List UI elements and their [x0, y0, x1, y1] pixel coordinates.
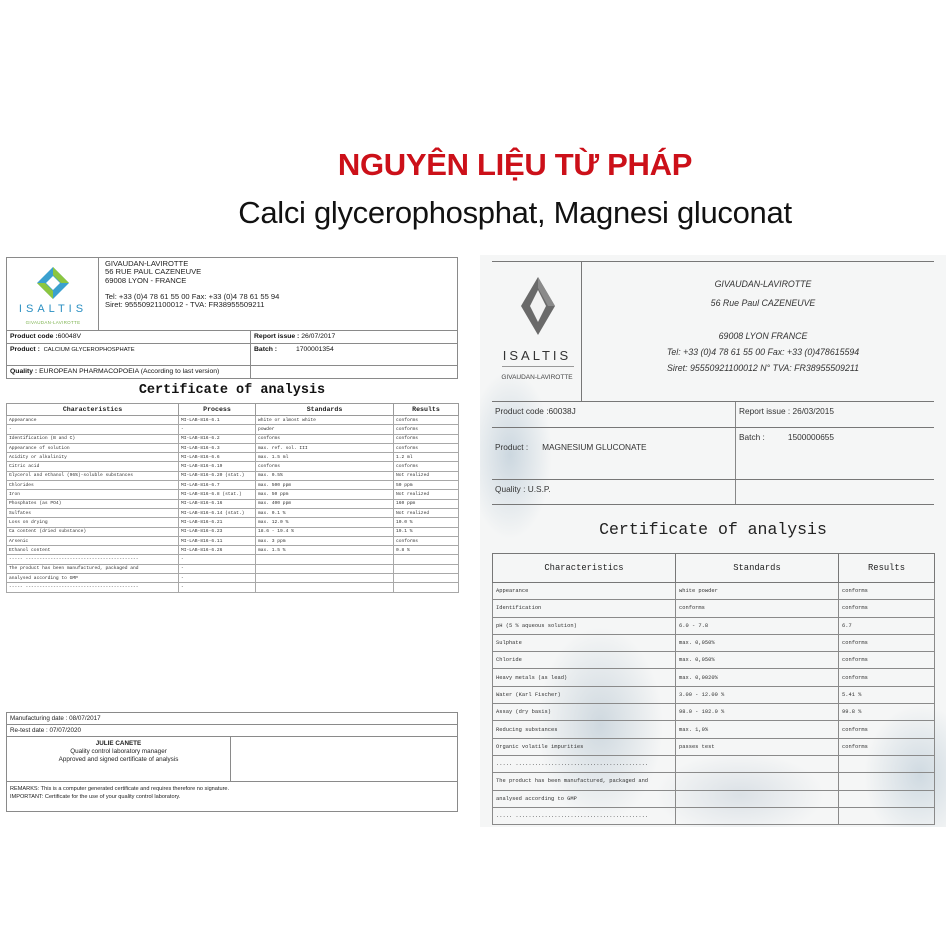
- table-row: [7, 508, 459, 517]
- table-cell: MI-LAB-816-6.11: [179, 536, 256, 545]
- company-address: [99, 258, 285, 330]
- table-row: [493, 686, 935, 703]
- table-cell: 160 ppm: [394, 499, 459, 508]
- table-cell: conforms: [839, 600, 935, 617]
- batch-label: Batch :: [739, 432, 765, 442]
- table-row: [493, 669, 935, 686]
- table-cell: analysed according to GMP: [493, 790, 676, 807]
- table-cell: [256, 583, 394, 592]
- table-cell: max. 0,050%: [676, 652, 839, 669]
- table-cell: MI-LAB-816-6.16: [179, 499, 256, 508]
- table-cell: Sulfates: [7, 508, 179, 517]
- table-cell: conforms: [839, 583, 935, 600]
- signer-note: Approved and signed certificate of analysis: [58, 756, 179, 763]
- table-cell: conforms: [394, 462, 459, 471]
- table-cell: max. 400 ppm: [256, 499, 394, 508]
- batch-label: Batch :: [254, 346, 278, 353]
- quality-value: EUROPEAN PHARMACOPOEIA (According to last version): [39, 368, 220, 375]
- isaltis-logo-icon: [520, 276, 556, 336]
- table-cell: Appearance: [7, 416, 179, 425]
- table-row: [7, 536, 459, 545]
- right-certificate: [480, 255, 946, 827]
- company-address: [582, 262, 934, 401]
- table-cell: Phosphates (as PO4): [7, 499, 179, 508]
- table-cell: ----- -----------------------------------------: [7, 555, 179, 564]
- table-cell: max. 1,0%: [676, 721, 839, 738]
- table-cell: MI-LAB-816-6.19: [179, 462, 256, 471]
- column-header: Results: [394, 404, 459, 416]
- table-cell: MI-LAB-816-6.3: [179, 443, 256, 452]
- table-cell: 5.41 %: [839, 686, 935, 703]
- table-row: [493, 652, 935, 669]
- table-cell: Appearance of solution: [7, 443, 179, 452]
- product-name: MAGNESIUM GLUCONATE: [542, 442, 647, 452]
- company-phone: Tel: +33 (0)4 78 61 55 00 Fax: +33 (0)478615594: [666, 347, 860, 357]
- table-cell: Loss on drying: [7, 518, 179, 527]
- table-cell: analysed according to GMP: [7, 574, 179, 583]
- quality-label: Quality :: [10, 368, 38, 375]
- page-subtitle: Calci glycerophosphat, Magnesi gluconat: [238, 195, 792, 230]
- table-cell: max. 12.0 %: [256, 518, 394, 527]
- table-cell: MI-LAB-816-6.8 (stat.): [179, 490, 256, 499]
- batch-number: 1500000655: [787, 432, 835, 442]
- table-row: [493, 807, 935, 824]
- table-cell: max. 0.1 %: [256, 508, 394, 517]
- table-row: [7, 583, 459, 592]
- table-cell: conforms: [839, 738, 935, 755]
- page-title: NGUYÊN LIỆU TỪ PHÁP: [337, 147, 693, 182]
- analysis-table: [6, 403, 459, 593]
- info-row: [492, 401, 934, 427]
- table-row: [493, 704, 935, 721]
- table-cell: Not realized: [394, 508, 459, 517]
- table-cell: conforms: [839, 669, 935, 686]
- table-header-row: [7, 404, 459, 416]
- table-cell: MI-LAB-816-6.26: [179, 546, 256, 555]
- table-cell: ..... .........................................: [493, 807, 676, 824]
- coa-title: Certificate of analysis: [138, 383, 326, 398]
- table-row: [7, 574, 459, 583]
- table-header-row: [493, 554, 935, 583]
- table-cell: conforms: [839, 721, 935, 738]
- column-header: Standards: [676, 554, 839, 583]
- table-cell: passes test: [676, 738, 839, 755]
- table-cell: conforms: [676, 600, 839, 617]
- table-cell: 6.0 - 7.8: [676, 617, 839, 634]
- signer-role: Quality control laboratory manager: [70, 748, 167, 755]
- table-cell: MI-LAB-816-6.1: [179, 416, 256, 425]
- column-header: Characteristics: [493, 554, 676, 583]
- table-cell: 1.2 ml: [394, 453, 459, 462]
- info-row: [6, 344, 458, 366]
- table-cell: -: [179, 425, 256, 434]
- table-row: [7, 481, 459, 490]
- report-issue-label: Report issue :: [254, 333, 300, 340]
- company-city: 69008 LYON FRANCE: [718, 331, 808, 341]
- important-text: IMPORTANT: Certificate for the use of your quality control laboratory.: [10, 794, 181, 800]
- table-cell: [394, 574, 459, 583]
- table-cell: The product has been manufactured, packaged and: [493, 773, 676, 790]
- table-cell: MI-LAB-816-6.14 (stat.): [179, 508, 256, 517]
- table-cell: max. 1.5 %: [256, 546, 394, 555]
- remarks-text: REMARKS: This is a computer generated certificate and requires therefore no signature.: [10, 786, 230, 792]
- table-cell: [394, 555, 459, 564]
- table-row: [7, 471, 459, 480]
- table-cell: MI-LAB-816-6.7: [179, 481, 256, 490]
- table-cell: MI-LAB-816-6.20 (stat.): [179, 471, 256, 480]
- table-cell: -: [179, 555, 256, 564]
- table-cell: [676, 790, 839, 807]
- table-cell: -: [179, 564, 256, 573]
- table-row: [7, 462, 459, 471]
- table-cell: max. 0,0020%: [676, 669, 839, 686]
- table-cell: [256, 564, 394, 573]
- company-name: GIVAUDAN-LAVIROTTE: [714, 279, 812, 289]
- table-cell: 98.0 - 102.0 %: [676, 704, 839, 721]
- table-row: [7, 434, 459, 443]
- table-cell: Assay (dry basis): [493, 704, 676, 721]
- table-cell: pH (5 % aqueous solution): [493, 617, 676, 634]
- table-cell: [256, 555, 394, 564]
- table-row: [493, 755, 935, 772]
- table-cell: 6.7: [839, 617, 935, 634]
- signature-block: [6, 737, 458, 782]
- column-header: Process: [179, 404, 256, 416]
- table-cell: MI-LAB-816-6.21: [179, 518, 256, 527]
- table-row: [493, 583, 935, 600]
- company-street: 56 RUE PAUL CAZENEUVE: [105, 267, 202, 277]
- table-cell: conforms: [394, 536, 459, 545]
- report-issue: 26/03/2015: [792, 406, 835, 416]
- company-siret: Siret: 95550921100012 N° TVA: FR38955509211: [667, 363, 859, 373]
- table-cell: max. 50 ppm: [256, 490, 394, 499]
- table-cell: Chlorides: [7, 481, 179, 490]
- info-row: [492, 427, 934, 479]
- product-code-label: Product code :: [495, 406, 549, 416]
- table-cell: conforms: [394, 443, 459, 452]
- table-cell: [394, 583, 459, 592]
- company-phone: Tel: +33 (0)4 78 61 55 00 Fax: +33 (0)4 78 61 55 94: [105, 291, 280, 301]
- left-logo: [7, 258, 99, 330]
- manufacturing-date: Manufacturing date : 08/07/2017: [6, 712, 458, 725]
- table-cell: conforms: [394, 425, 459, 434]
- signer-name: JULIE CANETE: [95, 740, 142, 747]
- table-cell: conforms: [839, 634, 935, 651]
- table-cell: Acidity or alkalinity: [7, 453, 179, 462]
- quality-label: Quality :: [495, 484, 526, 494]
- table-cell: Ethanol content: [7, 546, 179, 555]
- column-header: Standards: [256, 404, 394, 416]
- info-row: [6, 331, 458, 344]
- table-cell: Water (Karl Fischer): [493, 686, 676, 703]
- table-cell: 3.00 - 12.00 %: [676, 686, 839, 703]
- info-row: [492, 479, 934, 505]
- table-cell: -: [7, 425, 179, 434]
- table-cell: max. 3 ppm: [256, 536, 394, 545]
- table-cell: conforms: [394, 434, 459, 443]
- table-cell: Appearance: [493, 583, 676, 600]
- product-code: 60048V: [57, 333, 82, 340]
- table-row: [7, 425, 459, 434]
- coa-title: Certificate of analysis: [599, 520, 827, 539]
- table-row: [493, 600, 935, 617]
- table-row: [7, 453, 459, 462]
- table-row: [7, 564, 459, 573]
- product-name: CALCIUM GLYCEROPHOSPHATE: [43, 347, 135, 353]
- product-label: Product :: [10, 346, 40, 353]
- table-cell: 50 ppm: [394, 481, 459, 490]
- product-label: Product :: [495, 442, 529, 452]
- table-row: [493, 721, 935, 738]
- table-cell: [676, 755, 839, 772]
- analysis-table: [492, 553, 935, 825]
- table-cell: MI-LAB-816-6.2: [179, 434, 256, 443]
- table-cell: Ca content (dried substance): [7, 527, 179, 536]
- quality-value: U.S.P.: [527, 484, 551, 494]
- logo-brand: ISALTIS: [18, 303, 88, 315]
- column-header: Results: [839, 554, 935, 583]
- report-issue-label: Report issue :: [739, 406, 791, 416]
- table-cell: Arsenic: [7, 536, 179, 545]
- table-cell: [839, 773, 935, 790]
- table-cell: Not realized: [394, 490, 459, 499]
- logo-subbrand: GIVAUDAN-LAVIROTTE: [501, 374, 573, 381]
- table-row: [7, 518, 459, 527]
- remarks: [6, 782, 458, 812]
- table-row: [493, 634, 935, 651]
- table-cell: Citric acid: [7, 462, 179, 471]
- table-cell: ..... .........................................: [493, 755, 676, 772]
- table-cell: Sulphate: [493, 634, 676, 651]
- table-cell: [256, 574, 394, 583]
- table-cell: MI-LAB-816-6.6: [179, 453, 256, 462]
- table-cell: 18.6 - 19.4 %: [256, 527, 394, 536]
- table-cell: Organic volatile impurities: [493, 738, 676, 755]
- table-cell: max. 1.5 ml: [256, 453, 394, 462]
- table-cell: max. 0.5%: [256, 471, 394, 480]
- table-row: [493, 773, 935, 790]
- table-cell: max. 500 ppm: [256, 481, 394, 490]
- table-row: [7, 443, 459, 452]
- table-row: [493, 790, 935, 807]
- company-siret: Siret: 95550921100012 - TVA: FR38955509211: [105, 300, 265, 310]
- right-logo: [492, 262, 582, 401]
- table-row: [7, 499, 459, 508]
- table-row: [493, 617, 935, 634]
- table-cell: 19.1 %: [394, 527, 459, 536]
- table-cell: [839, 790, 935, 807]
- table-cell: powder: [256, 425, 394, 434]
- table-cell: [394, 564, 459, 573]
- retest-date: Re-test date : 07/07/2020: [6, 725, 458, 737]
- table-cell: [839, 807, 935, 824]
- table-cell: Reducing substances: [493, 721, 676, 738]
- table-cell: MI-LAB-816-6.23: [179, 527, 256, 536]
- column-header: Characteristics: [7, 404, 179, 416]
- logo-subbrand: GIVAUDAN-LAVIROTTE: [25, 320, 81, 325]
- table-row: [7, 416, 459, 425]
- table-row: [493, 738, 935, 755]
- table-cell: white or almost white: [256, 416, 394, 425]
- table-cell: 0.8 %: [394, 546, 459, 555]
- table-cell: -: [179, 583, 256, 592]
- table-cell: max. ref. sol. III: [256, 443, 394, 452]
- table-row: [7, 527, 459, 536]
- table-cell: Glycerol and ethanol (96%)-soluble substances: [7, 471, 179, 480]
- left-header: [6, 257, 458, 331]
- left-footer: [6, 712, 458, 812]
- table-cell: [839, 755, 935, 772]
- table-cell: Identification: [493, 600, 676, 617]
- table-cell: conforms: [394, 416, 459, 425]
- isaltis-logo-icon: [36, 266, 70, 300]
- info-row: [6, 366, 458, 379]
- table-cell: Identification (B and C): [7, 434, 179, 443]
- company-name: GIVAUDAN-LAVIROTTE: [105, 259, 189, 268]
- table-cell: Heavy metals (as lead): [493, 669, 676, 686]
- table-cell: white powder: [676, 583, 839, 600]
- table-row: [7, 546, 459, 555]
- table-cell: Iron: [7, 490, 179, 499]
- right-header: [492, 261, 934, 401]
- table-cell: conforms: [256, 434, 394, 443]
- table-cell: [676, 773, 839, 790]
- table-cell: max. 0,050%: [676, 634, 839, 651]
- company-street: 56 Rue Paul CAZENEUVE: [710, 298, 816, 308]
- table-cell: The product has been manufactured, packaged and: [7, 564, 179, 573]
- table-cell: 10.0 %: [394, 518, 459, 527]
- table-row: [7, 555, 459, 564]
- table-row: [7, 490, 459, 499]
- table-cell: conforms: [256, 462, 394, 471]
- table-cell: conforms: [839, 652, 935, 669]
- table-cell: -: [179, 574, 256, 583]
- logo-brand: ISALTIS: [502, 348, 572, 363]
- table-cell: Not realized: [394, 471, 459, 480]
- table-cell: Chloride: [493, 652, 676, 669]
- report-issue: 26/07/2017: [301, 333, 336, 340]
- table-cell: ----- -----------------------------------------: [7, 583, 179, 592]
- company-city: 69008 LYON - FRANCE: [105, 275, 187, 285]
- product-code: 60038J: [548, 406, 576, 416]
- table-cell: 99.8 %: [839, 704, 935, 721]
- table-cell: [676, 807, 839, 824]
- left-certificate: [6, 257, 458, 593]
- product-code-label: Product code :: [10, 333, 58, 340]
- batch-number: 1700001354: [295, 346, 334, 353]
